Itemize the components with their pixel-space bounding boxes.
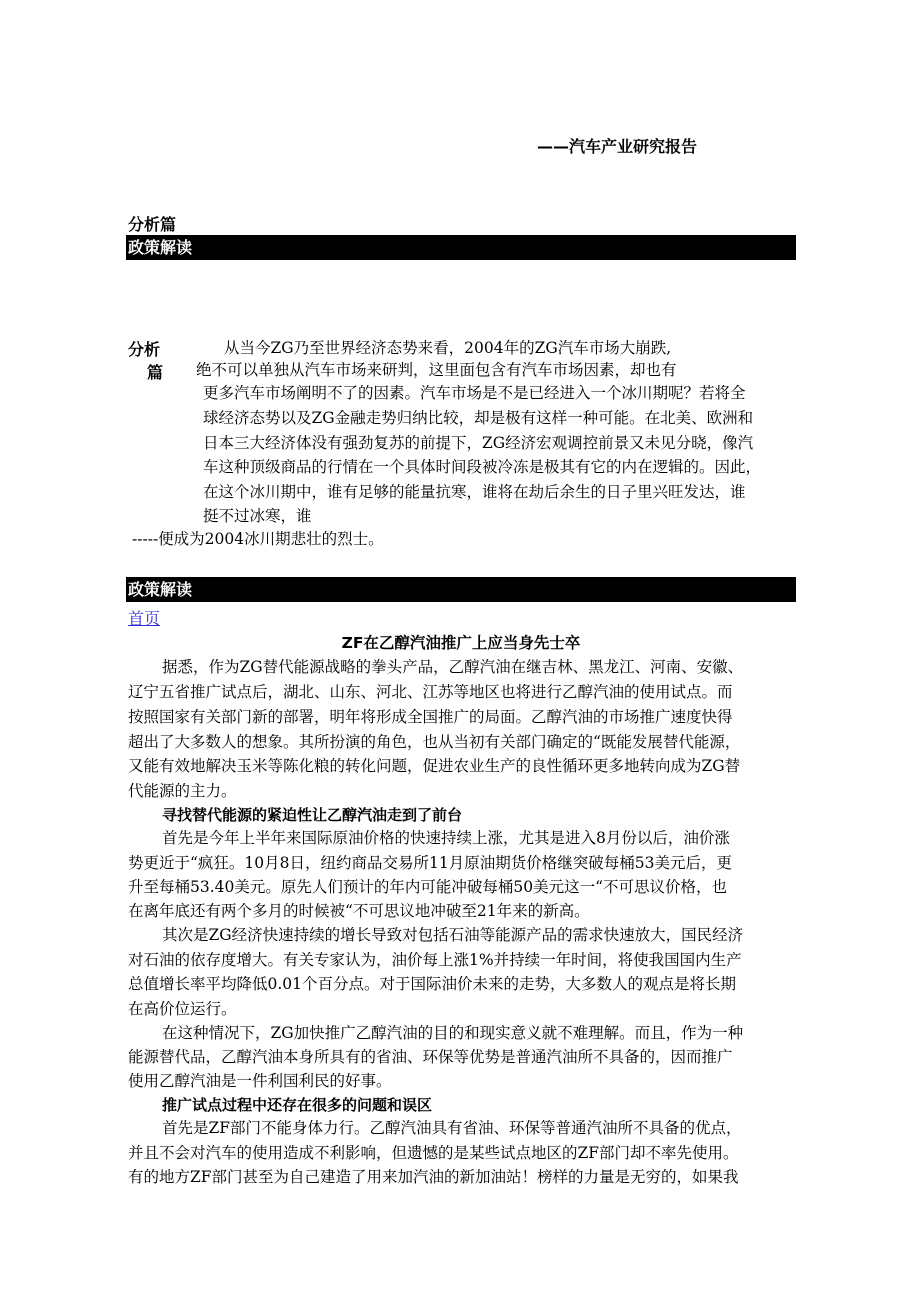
paragraph-line: 有的地方ZF部门甚至为自己建造了用来加汽油的新加油站！榜样的力量是无穷的，如果我	[128, 1168, 739, 1186]
section-label: 分析篇	[128, 215, 177, 234]
paragraph-line: 使用乙醇汽油是一件利国利民的好事。	[128, 1072, 392, 1090]
paragraph-line: 对石油的依存度增大。有关专家认为，油价每上涨1%并持续一年时间，将使我国国内生产	[128, 951, 742, 969]
analysis-line: 在这个冰川期中，谁有足够的能量抗寒，谁将在劫后余生的日子里兴旺发达，谁	[203, 483, 746, 501]
paragraph-line: 首先是ZF部门不能身体力行。乙醇汽油具有省油、环保等普通汽油所不具备的优点，	[162, 1119, 742, 1137]
analysis-label-bottom: 篇	[147, 363, 164, 382]
paragraph-line: 辽宁五省推广试点后，湖北、山东、河北、江苏等地区也将进行乙醇汽油的使用试点。而	[128, 683, 733, 701]
section-heading: 推广试点过程中还存在很多的问题和误区	[162, 1096, 433, 1114]
paragraph-line: 据悉，作为ZG替代能源战略的拳头产品，乙醇汽油在继吉林、黑龙江、河南、安徽、	[162, 658, 744, 676]
home-link[interactable]: 首页	[128, 609, 161, 628]
analysis-line: 车这种顶级商品的行情在一个具体时间段被冷冻是极其有它的内在逻辑的。因此，	[203, 458, 762, 476]
section-heading: 寻找替代能源的紧迫性让乙醇汽油走到了前台	[162, 806, 463, 824]
paragraph-line: 总值增长率平均降低0.01个百分点。对于国际油价未来的走势，大多数人的观点是将长期	[128, 975, 737, 993]
paragraph-line: 超出了大多数人的想象。其所扮演的角色，也从当初有关部门确定的“既能发展替代能源，	[128, 733, 741, 751]
analysis-line: 更多汽车市场阐明不了的因素。汽车市场是不是已经进入一个冰川期呢？若将全	[203, 384, 746, 402]
section-bar-policy-1: 政策解读	[126, 235, 796, 260]
paragraph-line: 能源替代品，乙醇汽油本身所具有的省油、环保等优势是普通汽油所不具备的，因而推广	[128, 1048, 733, 1066]
analysis-label-top: 分析	[128, 340, 161, 359]
analysis-line: 绝不可以单独从汽车市场来研判，这里面包含有汽车市场因素，却也有	[196, 361, 677, 379]
paragraph-line: 代能源的主力。	[128, 782, 237, 800]
section-bar-policy-2: 政策解读	[126, 577, 796, 602]
paragraph-line: 并且不会对汽车的使用造成不利影响，但遗憾的是某些试点地区的ZF部门却不率先使用。	[128, 1144, 739, 1162]
paragraph-line: 按照国家有关部门新的部署，明年将形成全国推广的局面。乙醇汽油的市场推广速度快得	[128, 708, 733, 726]
paragraph-line: 升至每桶53.40美元。原先人们预计的年内可能冲破每桶50美元这一“不可思议价格，也	[128, 878, 728, 896]
paragraph-line: 在这种情况下，ZG加快推广乙醇汽油的目的和现实意义就不难理解。而且，作为一种	[162, 1024, 744, 1042]
article-title: ZF在乙醇汽油推广上应当身先士卒	[341, 634, 581, 652]
paragraph-line: 其次是ZG经济快速持续的增长导致对包括石油等能源产品的需求快速放大，国民经济	[162, 926, 744, 944]
paragraph-line: 又能有效地解决玉米等陈化粮的转化问题，促进农业生产的良性循环更多地转向成为ZG替	[128, 757, 741, 775]
analysis-line: 挺不过冰寒，谁	[203, 507, 312, 525]
paragraph-line: 在离年底还有两个多月的时候被“不可思议地冲破至21年来的新高。	[128, 902, 590, 920]
analysis-line: 日本三大经济体没有强劲复苏的前提下，ZG经济宏观调控前景又未见分晓，像汽	[203, 434, 754, 452]
analysis-line: -----便成为2004冰川期悲壮的烈士。	[132, 530, 384, 548]
paragraph-line: 势更近于“疯狂。10月8日，纽约商品交易所11月原油期货价格继突破每桶53美元后，更	[128, 854, 732, 872]
paragraph-line: 首先是今年上半年来国际原油价格的快速持续上涨，尤其是进入8月份以后，油价涨	[162, 829, 730, 847]
paragraph-line: 在高价位运行。	[128, 1000, 237, 1018]
analysis-line: 从当今ZG乃至世界经济态势来看，2004年的ZG汽车市场大崩跌,	[224, 339, 672, 357]
analysis-line: 球经济态势以及ZG金融走势归纳比较，却是极有这样一种可能。在北美、欧洲和	[203, 409, 754, 427]
report-subtitle: ——汽车产业研究报告	[537, 137, 698, 156]
